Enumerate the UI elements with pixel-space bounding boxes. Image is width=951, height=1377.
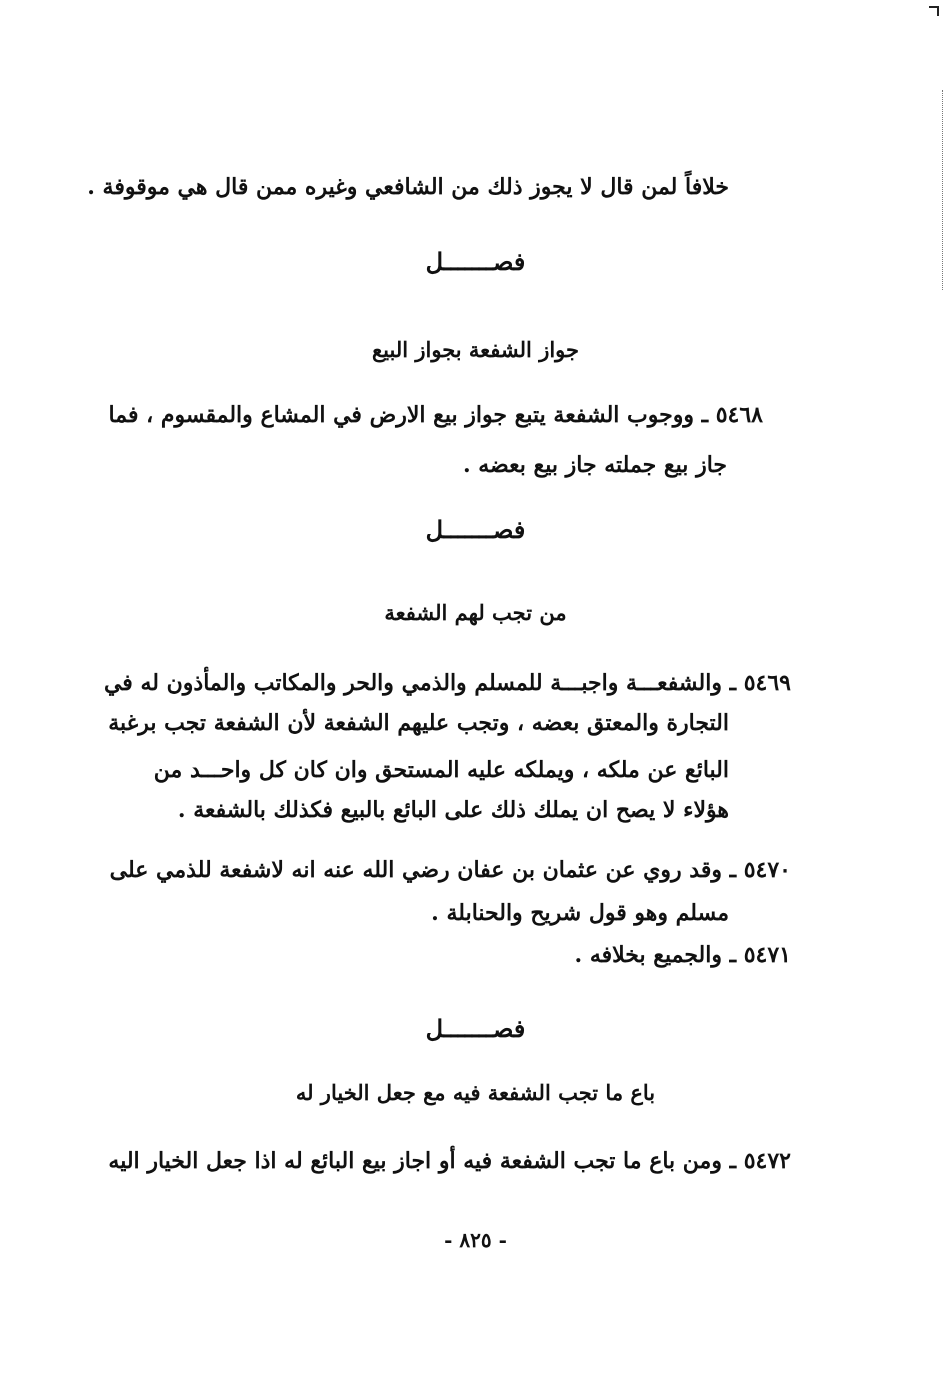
section-heading-1: فصـــــــل: [425, 247, 526, 276]
crop-mark: [929, 6, 939, 16]
paragraph-5469-line-2: التجارة والمعتق بعضه ، وتجب عليهم الشفعة لأن الشفعة تجب برغبة: [108, 710, 729, 736]
paragraph-5469-line-3: البائع عن ملكه ، ويملكه عليه المستحق وان كان كل واحـــد من: [153, 757, 729, 783]
paragraph-5471: ٥٤٧١ ـ والجميع بخلافه .: [574, 942, 791, 968]
page-number: - ٨٢٥ -: [444, 1228, 507, 1252]
section-subtitle-2: من تجب لهم الشفعة: [384, 600, 567, 625]
paragraph-5469-line-4: هؤلاء لا يصح ان يملك ذلك على البائع بالبيع فكذلك بالشفعة .: [177, 797, 729, 823]
paragraph-5472: ٥٤٧٢ ـ ومن باع ما تجب الشفعة فيه أو اجاز بيع البائع له اذا جعل الخيار اليه: [108, 1148, 791, 1174]
paragraph-5468-line-1: ٥٤٦٨ ـ ووجوب الشفعة يتبع جواز بيع الارض في المشاع والمقسوم ، فما: [108, 402, 763, 428]
section-subtitle-3: باع ما تجب الشفعة فيه مع جعل الخيار له: [295, 1080, 656, 1105]
continuation-line: خلافاً لمن قال لا يجوز ذلك من الشافعي وغيره ممن قال هي موقوفة .: [87, 174, 729, 200]
section-subtitle-1: جواز الشفعة بجواز البيع: [371, 337, 580, 362]
paragraph-5469-line-1: ٥٤٦٩ ـ والشفعـــة واجبـــة للمسلم والذمي والحر والمكاتب والمأذون له في: [103, 670, 791, 696]
paragraph-5470-line-2: مسلم وهو قول شريح والحنابلة .: [431, 900, 729, 926]
paragraph-5470-line-1: ٥٤٧٠ ـ وقد روي عن عثمان بن عفان رضي الله عنه انه لاشفعة للذمي على: [109, 857, 791, 883]
section-heading-2: فصـــــــل: [425, 515, 526, 544]
paragraph-5468-line-2: جاز بيع جملته جاز بيع بعضه .: [462, 452, 727, 478]
section-heading-3: فصـــــــل: [425, 1014, 526, 1043]
